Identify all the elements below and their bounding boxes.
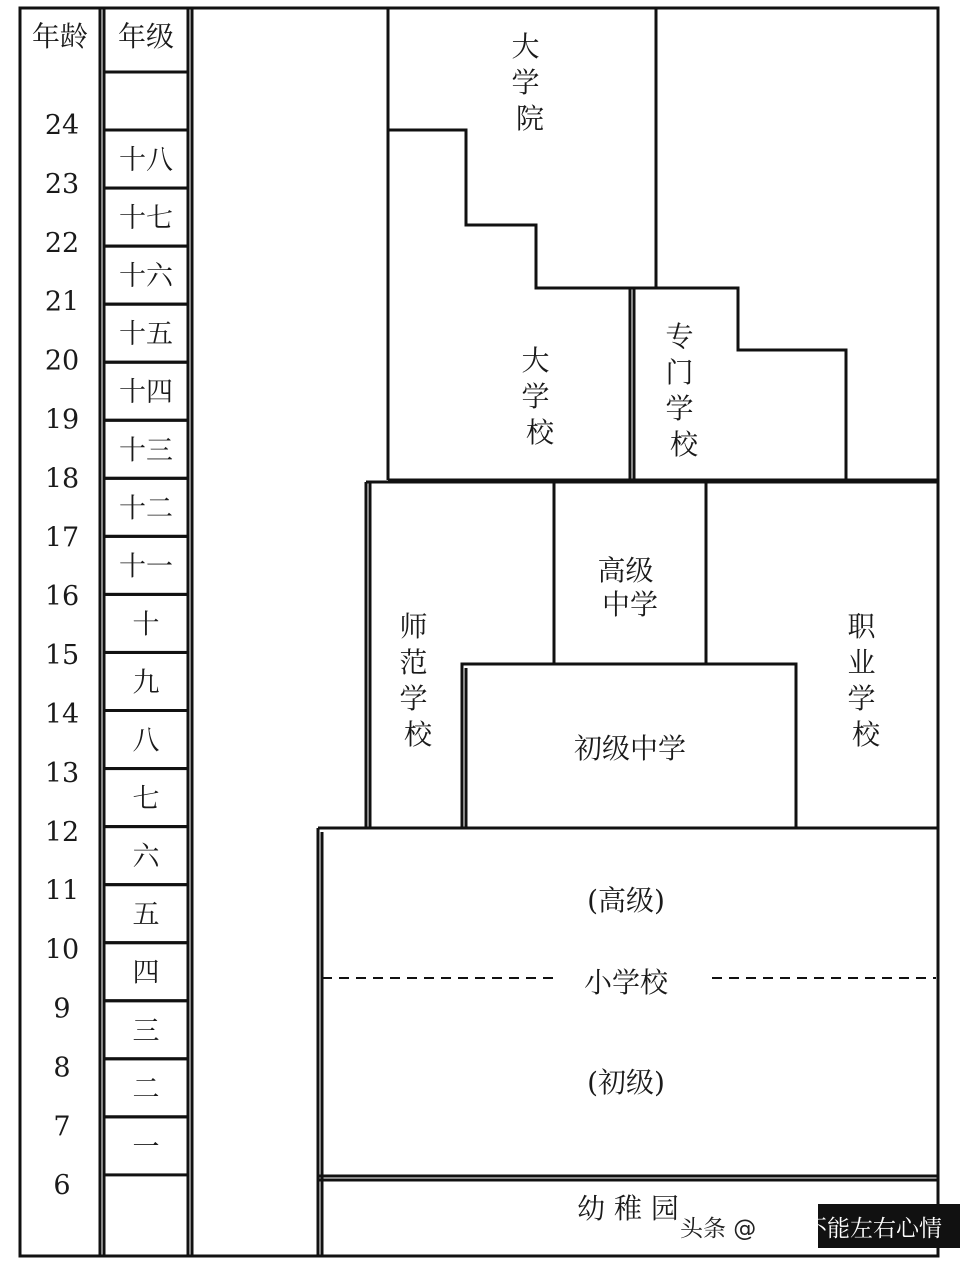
age-label: 24: [44, 110, 80, 141]
age-label: 21: [44, 286, 80, 318]
age-label: 13: [44, 757, 80, 789]
age-label: 14: [44, 699, 80, 730]
grade-label: 八: [132, 725, 160, 757]
age-label: 7: [53, 1111, 71, 1143]
age-label: 19: [44, 404, 80, 436]
grade-column-header: 年级: [117, 20, 175, 53]
grade-label: 十一: [119, 551, 173, 583]
grade-label: 六: [132, 841, 160, 873]
age-label: 22: [44, 227, 80, 259]
grade-label: 五: [132, 899, 160, 931]
age-column-header: 年龄: [31, 20, 89, 53]
grade-label: 一: [132, 1131, 160, 1163]
grade-label: 十八: [119, 145, 173, 177]
primary-lower-label: (初级): [587, 1066, 665, 1099]
age-label: 9: [53, 993, 71, 1025]
age-label: 23: [44, 168, 80, 200]
junior-high-label: 初级中学: [573, 732, 687, 765]
primary-upper-label: (高级): [587, 884, 665, 917]
university-boundary: [388, 130, 630, 480]
grade-label: 四: [132, 957, 160, 989]
grade-label: 二: [132, 1073, 160, 1105]
kindergarten-label: 幼 稚 园: [577, 1192, 679, 1225]
university-label: 大 学 校: [521, 344, 555, 449]
watermark-prefix: 头条 @: [680, 1216, 757, 1242]
age-label: 16: [44, 581, 80, 613]
age-label: 17: [44, 522, 80, 554]
vocational-school-label: 职 业 学 校: [847, 610, 881, 751]
age-label: 6: [53, 1170, 71, 1202]
grade-label: 十七: [119, 203, 173, 235]
grade-label: 九: [132, 667, 160, 699]
grade-label: 十二: [119, 493, 173, 525]
age-label: 8: [53, 1052, 71, 1084]
technical-college-label: 专 门 学 校: [665, 320, 699, 461]
grade-label: 十四: [119, 377, 173, 409]
senior-high-label: 高级 中学: [597, 554, 659, 621]
grade-label: 七: [132, 783, 160, 815]
grade-label: 十六: [119, 261, 173, 293]
technical-college-step: [630, 288, 846, 480]
age-label: 12: [44, 816, 80, 848]
watermark-name: 天气不能左右心情: [758, 1216, 942, 1242]
age-label: 20: [44, 345, 80, 377]
age-label: 11: [44, 875, 80, 907]
normal-school-label: 师 范 学 校: [399, 610, 433, 751]
age-label: 15: [44, 640, 80, 672]
grade-label: 三: [132, 1015, 160, 1047]
age-label: 10: [44, 934, 80, 966]
grade-label: 十三: [119, 435, 173, 467]
grade-label: 十五: [119, 319, 173, 351]
primary-school-label: 小学校: [583, 966, 669, 999]
age-label: 18: [44, 463, 80, 495]
grade-label: 十: [132, 609, 160, 641]
graduate-school-label: 大 学 院: [511, 30, 545, 135]
